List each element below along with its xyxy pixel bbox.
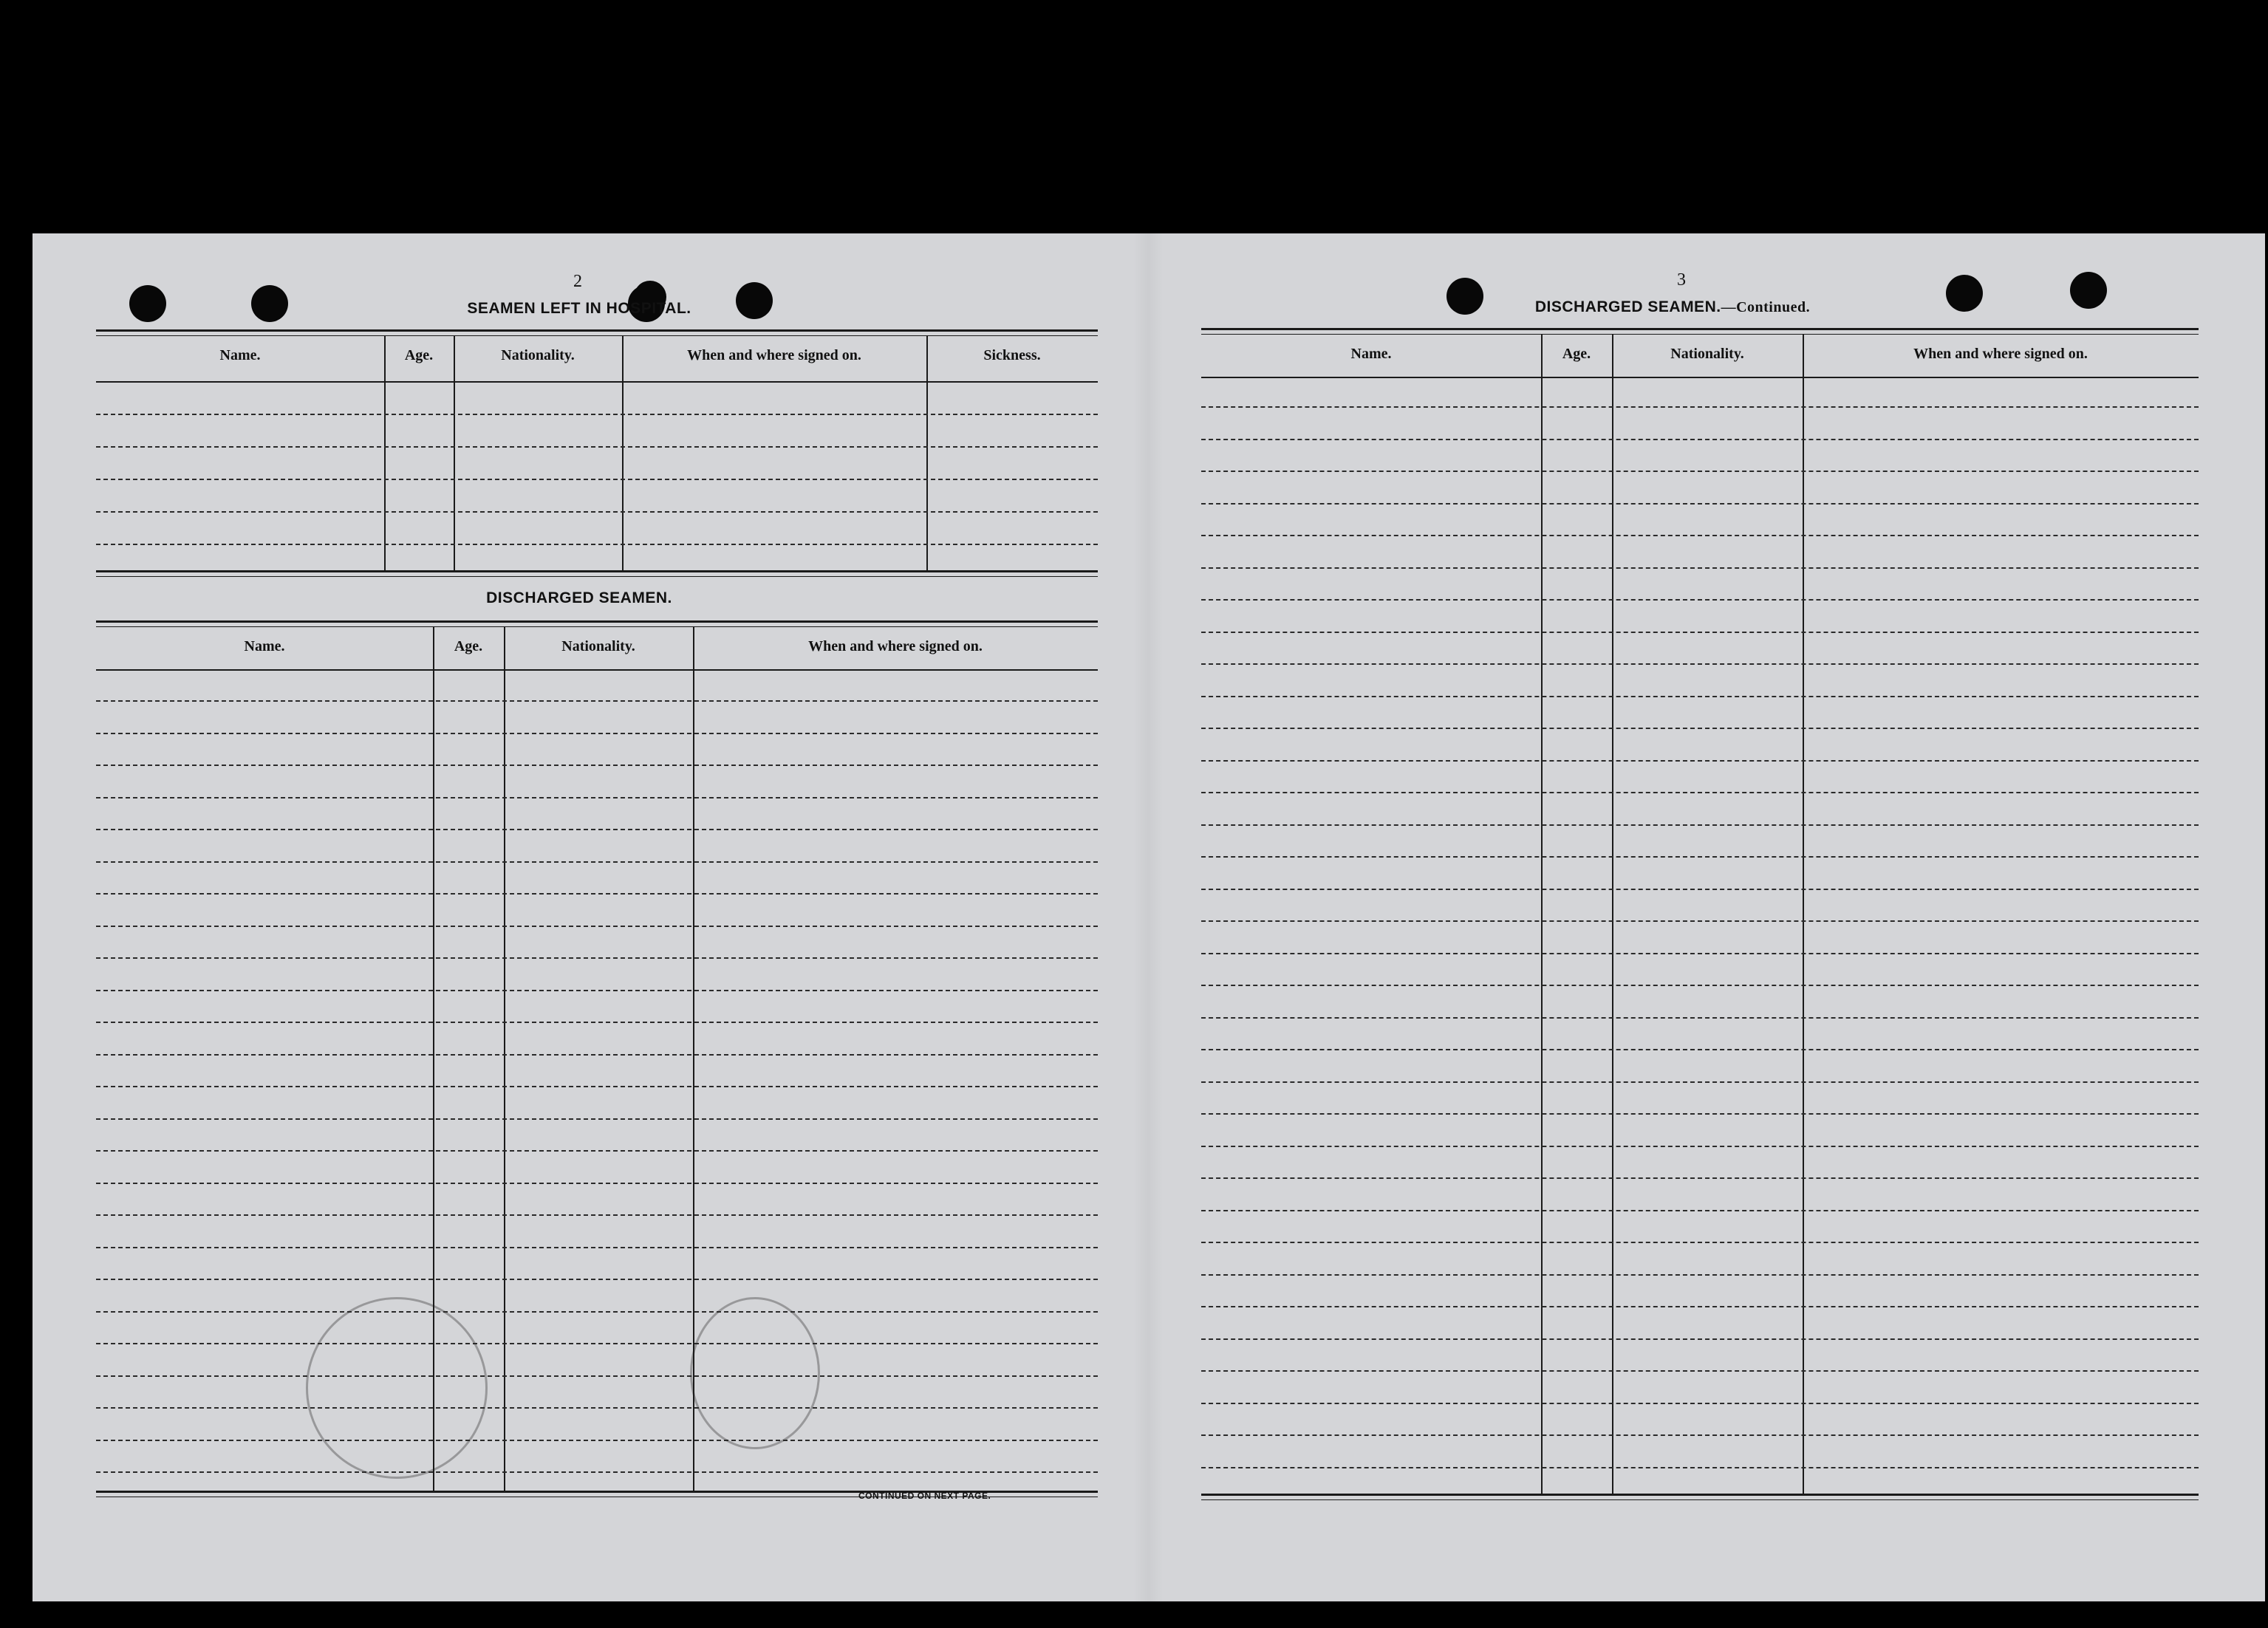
column-header-nationality: Nationality.	[501, 347, 575, 363]
blank-entry-line	[1201, 824, 2199, 826]
blank-entry-line	[96, 479, 1098, 480]
hospital-section-title: SEAMEN LEFT IN HOSPITAL.	[467, 300, 691, 317]
blank-entry-line	[96, 1279, 1098, 1280]
blank-entry-line	[1201, 1370, 2199, 1372]
blank-entry-line	[96, 797, 1098, 798]
column-header-signed-on: When and where signed on.	[687, 347, 861, 363]
right-section-title-text: DISCHARGED SEAMEN.	[1534, 298, 1721, 315]
blank-entry-line	[96, 1054, 1098, 1056]
page-fold	[1133, 233, 1163, 1601]
blank-entry-line	[96, 1183, 1098, 1184]
table-top-rule	[96, 626, 1098, 627]
blank-entry-line	[96, 1375, 1098, 1377]
blank-entry-line	[1201, 1017, 2199, 1019]
blank-entry-line	[96, 861, 1098, 863]
column-header-sickness: Sickness.	[983, 347, 1041, 363]
blank-entry-line	[96, 1311, 1098, 1313]
blank-entry-line	[1201, 1210, 2199, 1211]
blank-entry-line	[96, 1214, 1098, 1216]
column-header-nationality: Nationality.	[561, 638, 635, 654]
blank-entry-line	[1201, 535, 2199, 536]
blank-entry-line	[1201, 792, 2199, 793]
blank-entry-line	[96, 1407, 1098, 1409]
header-underline	[96, 381, 1098, 383]
discharged-table-right	[1201, 328, 2199, 1507]
blank-entry-line	[1201, 663, 2199, 665]
punch-hole	[1446, 278, 1483, 315]
blank-entry-line	[1201, 985, 2199, 986]
blank-entry-line	[96, 511, 1098, 513]
blank-entry-line	[1201, 406, 2199, 408]
blank-entry-line	[1201, 856, 2199, 858]
blank-entry-line	[1201, 696, 2199, 697]
column-header-age: Age.	[1562, 346, 1591, 362]
column-divider	[1612, 334, 1613, 1494]
table-bottom-rule	[1201, 1499, 2199, 1500]
blank-entry-line	[96, 1247, 1098, 1248]
column-divider	[384, 335, 386, 570]
blank-entry-line	[1201, 1403, 2199, 1404]
continued-note: CONTINUED ON NEXT PAGE.	[858, 1491, 991, 1501]
blank-entry-line	[1201, 599, 2199, 601]
blank-entry-line	[1201, 439, 2199, 440]
blank-entry-line	[1201, 1242, 2199, 1243]
column-header-signed-on: When and where signed on.	[1913, 346, 2088, 362]
column-divider	[622, 335, 624, 570]
blank-entry-line	[96, 1471, 1098, 1473]
blank-entry-line	[96, 926, 1098, 927]
blank-entry-line	[96, 1440, 1098, 1441]
punch-hole	[129, 285, 166, 322]
blank-entry-line	[1201, 1113, 2199, 1115]
blank-entry-line	[1201, 889, 2199, 890]
document-sheet	[33, 233, 2265, 1601]
blank-entry-line	[96, 700, 1098, 702]
punch-hole	[1946, 275, 1983, 312]
discharged-table-left	[96, 620, 1098, 1504]
page-number-left: 2	[573, 272, 582, 291]
blank-entry-line	[1201, 1306, 2199, 1307]
table-bottom-rule	[1201, 1494, 2199, 1496]
blank-entry-line	[1201, 1049, 2199, 1050]
table-bottom-rule	[96, 570, 1098, 572]
column-divider	[454, 335, 455, 570]
blank-entry-line	[96, 1343, 1098, 1344]
table-top-rule	[96, 329, 1098, 332]
blank-entry-line	[96, 1150, 1098, 1152]
column-header-name: Name.	[244, 638, 285, 654]
table-top-rule	[96, 335, 1098, 336]
punch-hole	[2070, 272, 2107, 309]
column-header-name: Name.	[219, 347, 261, 363]
blank-entry-line	[96, 1086, 1098, 1087]
column-header-age: Age.	[454, 638, 483, 654]
blank-entry-line	[96, 990, 1098, 991]
column-header-signed-on: When and where signed on.	[808, 638, 983, 654]
column-header-nationality: Nationality.	[1670, 346, 1744, 362]
column-header-name: Name.	[1350, 346, 1392, 362]
discharged-section-title: DISCHARGED SEAMEN.	[486, 589, 672, 606]
right-section-title-suffix: —Continued.	[1721, 299, 1811, 315]
hospital-table	[96, 329, 1098, 581]
blank-entry-line	[1201, 632, 2199, 633]
blank-entry-line	[96, 829, 1098, 830]
table-top-rule	[1201, 328, 2199, 330]
table-top-rule	[96, 620, 1098, 623]
page-number-right: 3	[1677, 270, 1686, 290]
blank-entry-line	[96, 1022, 1098, 1023]
column-divider	[926, 335, 928, 570]
blank-entry-line	[1201, 1146, 2199, 1147]
blank-entry-line	[96, 765, 1098, 766]
blank-entry-line	[96, 446, 1098, 448]
blank-entry-line	[96, 544, 1098, 545]
blank-entry-line	[1201, 953, 2199, 954]
blank-entry-line	[96, 1118, 1098, 1120]
punch-hole	[251, 285, 288, 322]
blank-entry-line	[1201, 1177, 2199, 1179]
table-bottom-rule	[96, 576, 1098, 577]
blank-entry-line	[1201, 728, 2199, 729]
blank-entry-line	[1201, 503, 2199, 505]
header-underline	[1201, 377, 2199, 378]
column-divider	[433, 626, 434, 1491]
blank-entry-line	[1201, 1274, 2199, 1276]
blank-entry-line	[96, 893, 1098, 895]
header-underline	[96, 669, 1098, 671]
blank-entry-line	[1201, 1467, 2199, 1468]
column-divider	[1803, 334, 1804, 1494]
blank-entry-line	[96, 733, 1098, 734]
blank-entry-line	[1201, 471, 2199, 472]
blank-entry-line	[1201, 760, 2199, 762]
blank-entry-line	[1201, 1434, 2199, 1436]
column-divider	[693, 626, 694, 1491]
blank-entry-line	[1201, 1081, 2199, 1083]
table-top-rule	[1201, 334, 2199, 335]
column-header-age: Age.	[404, 347, 434, 363]
right-section-title	[1503, 298, 1842, 316]
blank-entry-line	[1201, 567, 2199, 569]
column-divider	[504, 626, 505, 1491]
punch-hole	[736, 282, 773, 319]
blank-entry-line	[96, 414, 1098, 415]
column-divider	[1541, 334, 1543, 1494]
blank-entry-line	[1201, 920, 2199, 922]
blank-entry-line	[1201, 1338, 2199, 1340]
blank-entry-line	[96, 957, 1098, 959]
